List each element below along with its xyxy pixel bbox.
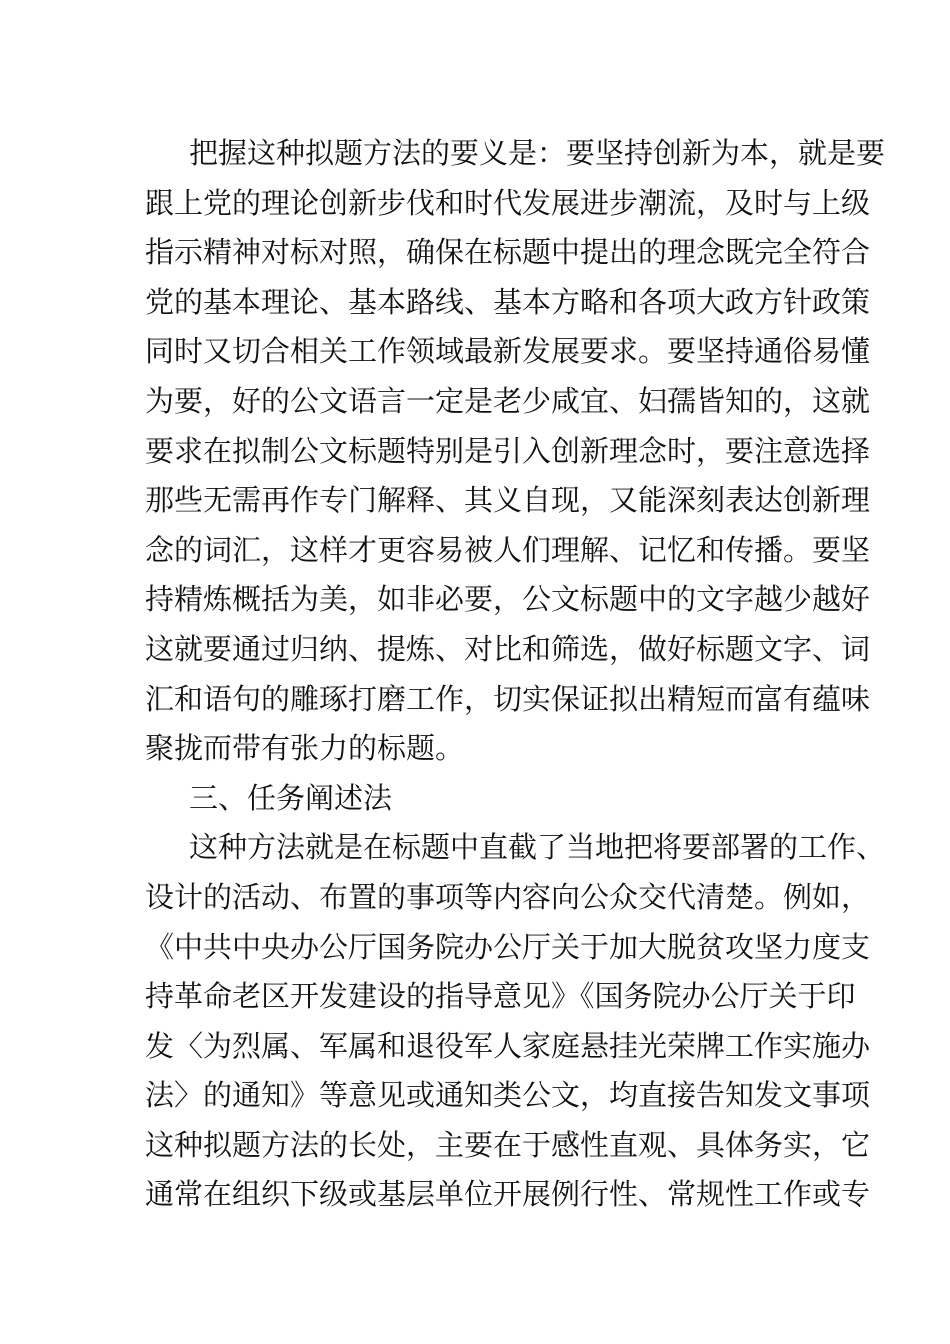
text-line: 这种方法就是在标题中直截了当地把将要部署的工作、 bbox=[189, 830, 886, 865]
text-line: 《中共中央办公厅国务院办公厅关于加大脱贫攻坚力度支 bbox=[145, 929, 871, 964]
text-line: 指示精神对标对照，确保在标题中提出的理念既完全符合 bbox=[145, 235, 871, 270]
text-line: 念的词汇，这样才更容易被人们理解、记忆和传播。要坚 bbox=[145, 532, 871, 567]
text-line: 那些无需再作专门解释、其义自现，又能深刻表达创新理 bbox=[145, 483, 871, 518]
text-line: 持精炼概括为美，如非必要，公文标题中的文字越少越好 bbox=[145, 582, 871, 617]
document-body bbox=[145, 129, 886, 1220]
text-line: 这就要通过归纳、提炼、对比和筛选，做好标题文字、词 bbox=[145, 631, 871, 666]
text-line: 党的基本理论、基本路线、基本方略和各项大政方针政策 bbox=[145, 284, 871, 319]
text-line: 发〈为烈属、军属和退役军人家庭悬挂光荣牌工作实施办 bbox=[145, 1028, 871, 1063]
text-line: 把握这种拟题方法的要义是：要坚持创新为本，就是要 bbox=[189, 136, 886, 170]
text-line: 为要，好的公文语言一定是老少咸宜、妇孺皆知的，这就 bbox=[145, 383, 871, 418]
text-line: 要求在拟制公文标题特别是引入创新理念时，要注意选择 bbox=[145, 433, 871, 468]
text-line: 汇和语句的雕琢打磨工作，切实保证拟出精短而富有蕴味 bbox=[145, 681, 871, 716]
section-heading: 三、任务阐述法 bbox=[189, 780, 393, 815]
text-line: 跟上党的理论创新步伐和时代发展进步潮流，及时与上级 bbox=[145, 185, 871, 220]
text-line: 同时又切合相关工作领域最新发展要求。要坚持通俗易懂 bbox=[145, 334, 871, 369]
text-line: 持革命老区开发建设的指导意见》《国务院办公厅关于印 bbox=[145, 979, 856, 1014]
text-line: 设计的活动、布置的事项等内容向公众交代清楚。例如， bbox=[145, 879, 871, 914]
text-line: 通常在组织下级或基层单位开展例行性、常规性工作或专 bbox=[145, 1177, 871, 1212]
text-line: 法〉的通知》等意见或通知类公文，均直接告知发文事项 bbox=[145, 1078, 871, 1113]
text-line: 这种拟题方法的长处，主要在于感性直观、具体务实，它 bbox=[145, 1127, 871, 1162]
text-line: 聚拢而带有张力的标题。 bbox=[145, 731, 465, 766]
